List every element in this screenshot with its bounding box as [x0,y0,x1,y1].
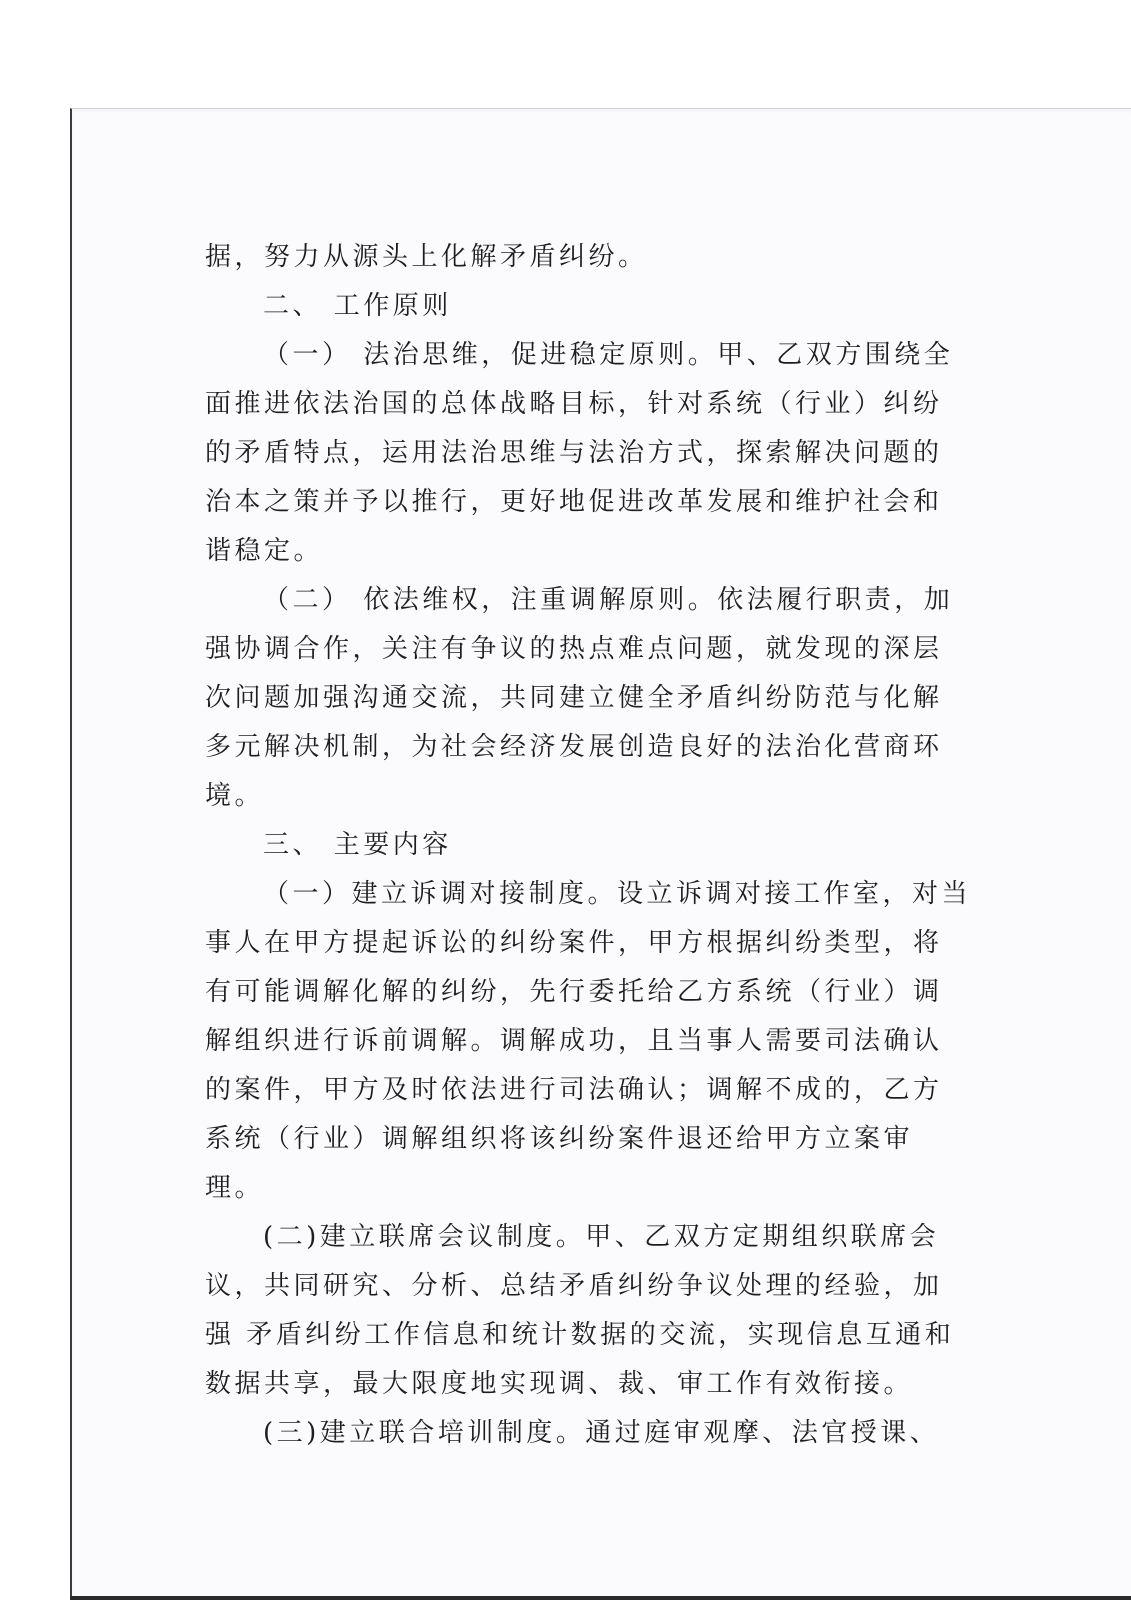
text-line: 强协调合作，关注有争议的热点难点问题，就发现的深层 [205,634,943,664]
text-line: 系统（行业）调解组织将该纠纷案件退还给甲方立案审 [205,1124,914,1154]
text-line: 次问题加强沟通交流，共同建立健全矛盾纠纷防范与化解 [205,683,943,713]
text-line: （一）建立诉调对接制度。设立诉调对接工作室，对当 [263,879,972,909]
document-body [205,233,972,1458]
text-line: 的矛盾特点，运用法治思维与法治方式，探索解决问题的 [205,438,943,468]
text-line: （一） 法治思维，促进稳定原则。甲、乙双方围绕全 [263,340,954,370]
text-line: 强 矛盾纠纷工作信息和统计数据的交流，实现信息互通和 [205,1320,955,1350]
text-line: 解组织进行诉前调解。调解成功，且当事人需要司法确认 [205,1026,943,1056]
text-line: 的案件，甲方及时依法进行司法确认；调解不成的，乙方 [205,1075,943,1105]
text-line: 二、 工作原则 [263,291,452,321]
text-line: 面推进依法治国的总体战略目标，针对系统（行业）纠纷 [205,389,943,419]
text-line: 议，共同研究、分析、总结矛盾纠纷争议处理的经验，加 [205,1271,943,1301]
text-line: 据，努力从源头上化解矛盾纠纷。 [205,242,648,272]
text-line: 三、 主要内容 [263,830,452,860]
text-line: 有可能调解化解的纠纷，先行委托给乙方系统（行业）调 [205,977,943,1007]
text-line: (三)建立联合培训制度。通过庭审观摩、法官授课、 [263,1418,940,1448]
text-line: 理。 [205,1173,265,1203]
text-line: （二） 依法维权，注重调解原则。依法履行职责，加 [263,585,954,615]
text-line: 数据共享，最大限度地实现调、裁、审工作有效衔接。 [205,1369,914,1399]
scan-bottom-edge [70,1596,1131,1600]
text-line: 多元解决机制，为社会经济发展创造良好的法治化营商环 [205,732,943,762]
text-line: 事人在甲方提起诉讼的纠纷案件，甲方根据纠纷类型，将 [205,928,943,958]
text-line: 谐稳定。 [205,536,324,566]
text-line: (二)建立联席会议制度。甲、乙双方定期组织联席会 [263,1222,940,1252]
text-line: 治本之策并予以推行，更好地促进改革发展和维护社会和 [205,487,943,517]
text-line: 境。 [205,781,265,811]
